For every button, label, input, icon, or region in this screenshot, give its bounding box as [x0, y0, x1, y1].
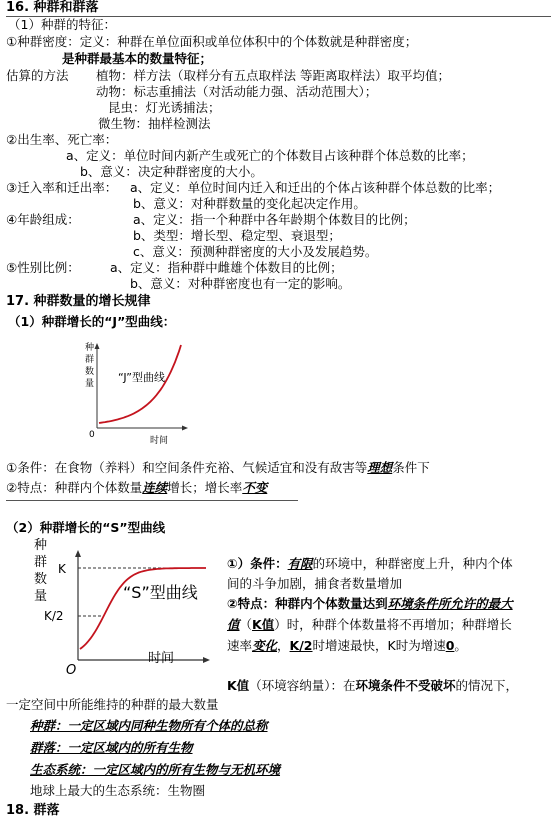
- s-curve-chart: [18, 536, 218, 678]
- ecosystem-definition: 生态系统：一定区域内的所有生物与无机环境: [30, 762, 281, 777]
- biosphere-note: 地球上最大的生态系统：生物圈: [30, 783, 206, 798]
- s-k-label: K: [58, 562, 66, 576]
- s-curve-label: “S”型曲线: [123, 583, 198, 602]
- s-condition-line-2: 间的斗争加剧，捕食者数量增加: [227, 576, 403, 591]
- j-condition: ①条件：在食物（养料）和空间条件充裕、气候适宜和没有敌害等理想条件下: [6, 460, 430, 475]
- birth-rate-title: ②出生率、死亡率：: [6, 132, 118, 147]
- method-insect: 昆虫：灯光诱捕法；: [108, 100, 221, 115]
- s-growth-curve: [80, 568, 206, 649]
- age-structure-title: ④年龄组成：: [6, 212, 80, 227]
- j-ylabel-3: 数: [85, 367, 95, 377]
- s-x-arrow: [203, 657, 210, 663]
- j-growth-curve: [99, 345, 181, 423]
- s-ylabel-3: 数: [34, 572, 48, 587]
- migration-definition: a、定义：单位时间内迁入和迁出的个体占该种群个体总数的比率；: [130, 180, 501, 195]
- subheading-population-features: （1）种群的特征：: [8, 17, 116, 32]
- j-origin: 0: [89, 430, 95, 440]
- sex-ratio-title: ⑤性别比例：: [6, 260, 80, 275]
- section-16-title: 16. 种群和群落: [6, 0, 99, 15]
- method-microbe: 微生物：抽样检测法: [98, 116, 211, 131]
- density-importance: 是种群最基本的数量特征；: [62, 51, 213, 66]
- population-definition: 种群：一定区域内同种生物所有个体的总称: [30, 718, 268, 733]
- s-ylabel-1: 种: [34, 538, 48, 553]
- s-y-arrow: [75, 550, 81, 557]
- j-curve-chart: [80, 333, 200, 448]
- j-xlabel: 时间: [150, 436, 169, 446]
- method-animal: 动物：标志重捕法（对活动能力强、活动范围大）；: [96, 84, 378, 99]
- j-x-arrow: [182, 426, 188, 431]
- age-structure-meaning: c、意义：预测种群密度的大小及发展趋势。: [133, 244, 378, 259]
- j-underline-rule: [6, 500, 298, 501]
- birth-rate-definition: a、定义：单位时间内新产生或死亡的个体数目占该种群个体总数的比率；: [66, 148, 474, 163]
- s-condition-line-1: ①）条件：有限的环境中，种群密度上升，种内个体: [227, 556, 513, 571]
- s-feature-line-2: 值（K值）时，种群个体数量将不再增加；种群增长: [227, 617, 512, 632]
- s-ylabel-2: 群: [34, 555, 48, 570]
- s-ylabel-4: 量: [34, 589, 48, 604]
- estimation-label: 估算的方法: [6, 68, 69, 83]
- k-value-line-1: K值（环境容纳量）：在环境条件不受破坏的情况下，: [227, 678, 518, 693]
- section-18-title: 18. 群落: [6, 803, 60, 818]
- s-feature-line-1: ②特点：种群内个体数量达到环境条件所允许的最大: [227, 596, 513, 611]
- sex-ratio-definition: a、定义：指种群中雌雄个体数目的比例；: [110, 260, 343, 275]
- age-structure-types: b、类型：增长型、稳定型、衰退型；: [133, 228, 341, 243]
- s-origin: O: [66, 663, 77, 678]
- j-curve-title: （1）种群增长的“J”型曲线：: [8, 314, 176, 329]
- s-xlabel: 时间: [148, 651, 175, 666]
- s-feature-line-3: 速率变化，K/2时增速最快，K时为增速0。: [227, 638, 467, 653]
- migration-meaning: b、意义：对种群数量的变化起决定作用。: [133, 196, 366, 211]
- birth-rate-meaning: b、意义：决定种群密度的大小。: [80, 164, 263, 179]
- age-structure-definition: a、定义：指一个种群中各年龄期个体数目的比例；: [133, 212, 416, 227]
- s-k2-label: K/2: [44, 609, 64, 623]
- j-ylabel-4: 量: [85, 379, 95, 389]
- s-curve-title: （2）种群增长的“S”型曲线: [6, 520, 166, 535]
- j-ylabel-1: 种: [85, 343, 95, 353]
- k-value-line-2: 一定空间中所能维持的种群的最大数量: [6, 697, 219, 712]
- migration-title: ③迁入率和迁出率：: [6, 180, 118, 195]
- j-curve-label: “J”型曲线: [118, 371, 165, 384]
- j-feature: ②特点：种群内个体数量连续增长；增长率不变: [6, 480, 268, 495]
- section-17-title: 17. 种群数量的增长规律: [6, 294, 151, 309]
- method-plant: 植物：样方法（取样分有五点取样法 等距离取样法）取平均值；: [96, 68, 450, 83]
- j-ylabel-2: 群: [85, 355, 95, 365]
- sex-ratio-meaning: b、意义：对种群密度也有一定的影响。: [130, 276, 351, 291]
- density-definition: ①种群密度：定义：种群在单位面积或单位体积中的个体数就是种群密度；: [6, 34, 418, 49]
- community-definition: 群落：一定区域内的所有生物: [30, 740, 193, 755]
- j-y-arrow: [95, 343, 100, 349]
